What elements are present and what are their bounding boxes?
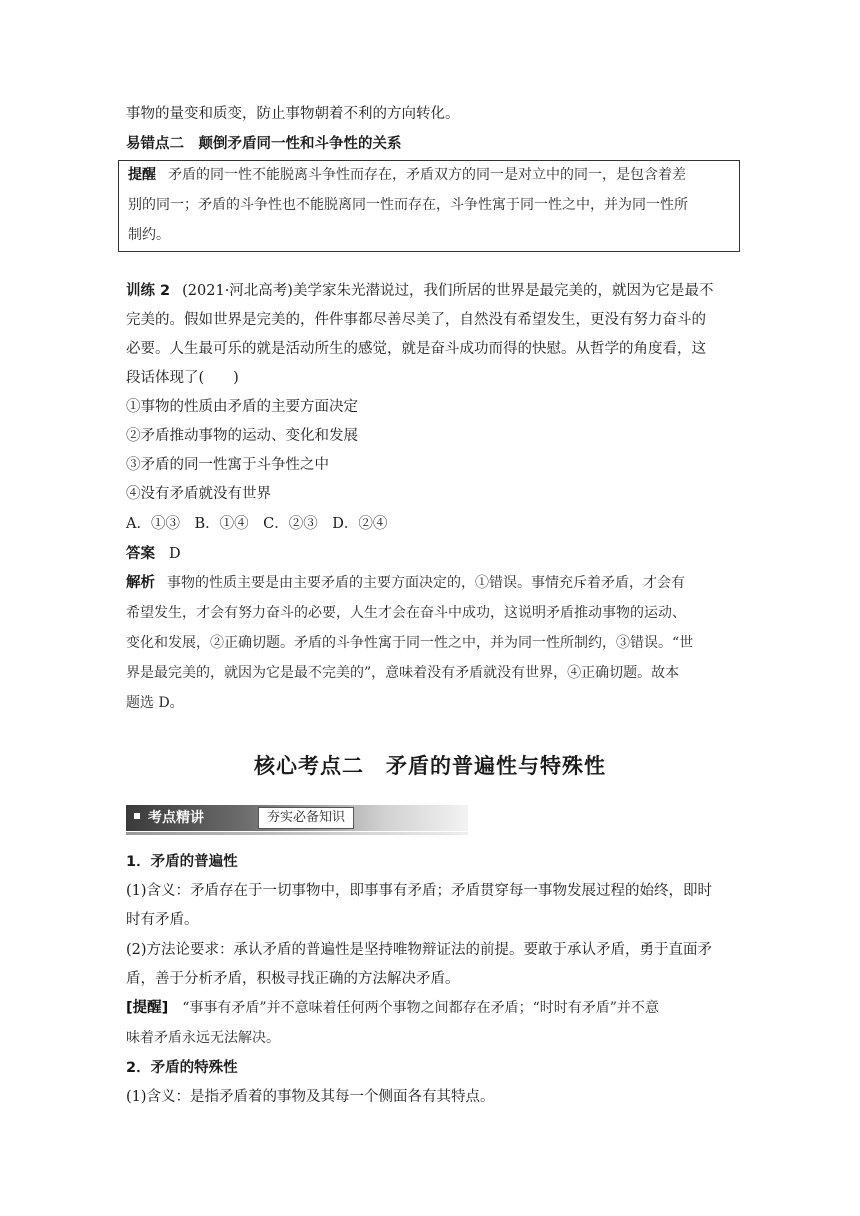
- paragraph-line: (2)方法论要求：承认矛盾的普遍性是坚持唯物辩证法的前提。要敢于承认矛盾，勇于直面矛: [126, 942, 713, 958]
- banner-label: 考点精讲: [148, 810, 204, 826]
- analysis-label: 解析: [126, 575, 155, 591]
- reminder-label: [提醒]: [126, 1000, 169, 1016]
- paragraph-line: (1)含义：是指矛盾着的事物及其每一个侧面各有其特点。: [126, 1089, 495, 1105]
- exercise-stem: 段话体现了( ): [126, 370, 239, 386]
- tip-text: 别的同一；矛盾的斗争性也不能脱离同一性而存在，斗争性寓于同一性之中，并为同一性所: [128, 197, 688, 213]
- answer-line: [126, 544, 736, 564]
- analysis-line: 题选 D。: [126, 695, 184, 711]
- tip-text: 矛盾的同一性不能脱离斗争性而存在，矛盾双方的同一是对立中的同一，是包含着差: [168, 167, 686, 183]
- square-bullet-icon: [134, 813, 140, 819]
- analysis-line: 解析 事物的性质主要是由主要矛盾的主要方面决定的，①错误。事情充斥着矛盾，才会有: [126, 575, 685, 591]
- section-heading: 核心考点二 矛盾的普遍性与特殊性: [254, 754, 606, 778]
- subheading: 2．矛盾的特殊性: [126, 1060, 238, 1076]
- tip-box: [118, 160, 740, 252]
- analysis-line: 变化和发展，②正确切题。矛盾的斗争性寓于同一性之中，并为同一性所制约，③错误。“世: [126, 635, 694, 651]
- paragraph-line: 时有矛盾。: [126, 912, 199, 928]
- answer-choices: A．①③ B．①④ C．②③ D．②④: [126, 516, 388, 532]
- answer-value: D: [169, 546, 181, 562]
- text-line: 事物的量变和质变，防止事物朝着不利的方向转化。: [126, 106, 460, 122]
- error-point-heading: 易错点二 颠倒矛盾同一性和斗争性的关系: [126, 136, 402, 152]
- option-item: ③矛盾的同一性寓于斗争性之中: [126, 457, 329, 473]
- paragraph-line: (1)含义：矛盾存在于一切事物中，即事事有矛盾；矛盾贯穿每一事物发展过程的始终，即时: [126, 883, 713, 899]
- exercise-stem: 必要。人生最可乐的就是活动所生的感觉，就是奋斗成功而得的快慰。从哲学的角度看，这: [126, 341, 706, 357]
- paragraph-line: 盾，善于分析矛盾，积极寻找正确的方法解决矛盾。: [126, 971, 460, 987]
- answer-label: 答案: [126, 546, 155, 562]
- reminder-line: [提醒] “事事有矛盾”并不意味着任何两个事物之间都存在矛盾；“时时有矛盾”并不意: [126, 1000, 659, 1016]
- tip-label: 提醒: [128, 167, 156, 183]
- section-banner: [126, 805, 468, 831]
- tip-text: 制约。: [128, 227, 170, 243]
- analysis-line: 界是最完美的，就因为它是最不完美的”，意味着没有矛盾就没有世界，④正确切题。故本: [126, 665, 680, 681]
- banner-sublabel: 夯实必备知识: [258, 807, 354, 829]
- reminder-line: 味着矛盾永远无法解决。: [126, 1030, 280, 1046]
- exercise-stem: 完美的。假如世界是完美的，件件事都尽善尽美了，自然没有希望发生，更没有努力奋斗的: [126, 312, 706, 328]
- exercise-label: 训练 2: [126, 283, 171, 299]
- subheading: 1．矛盾的普遍性: [126, 854, 238, 870]
- analysis-line: 希望发生，才会有努力奋斗的必要，人生才会在奋斗中成功，这说明矛盾推动事物的运动、: [126, 605, 686, 621]
- option-item: ④没有矛盾就没有世界: [126, 486, 271, 502]
- option-item: ①事物的性质由矛盾的主要方面决定: [126, 399, 358, 415]
- option-item: ②矛盾推动事物的运动、变化和发展: [126, 428, 358, 444]
- exercise-stem: 训练 2 (2021·河北高考)美学家朱光潜说过，我们所居的世界是最完美的，就因为它是最不: [126, 283, 714, 299]
